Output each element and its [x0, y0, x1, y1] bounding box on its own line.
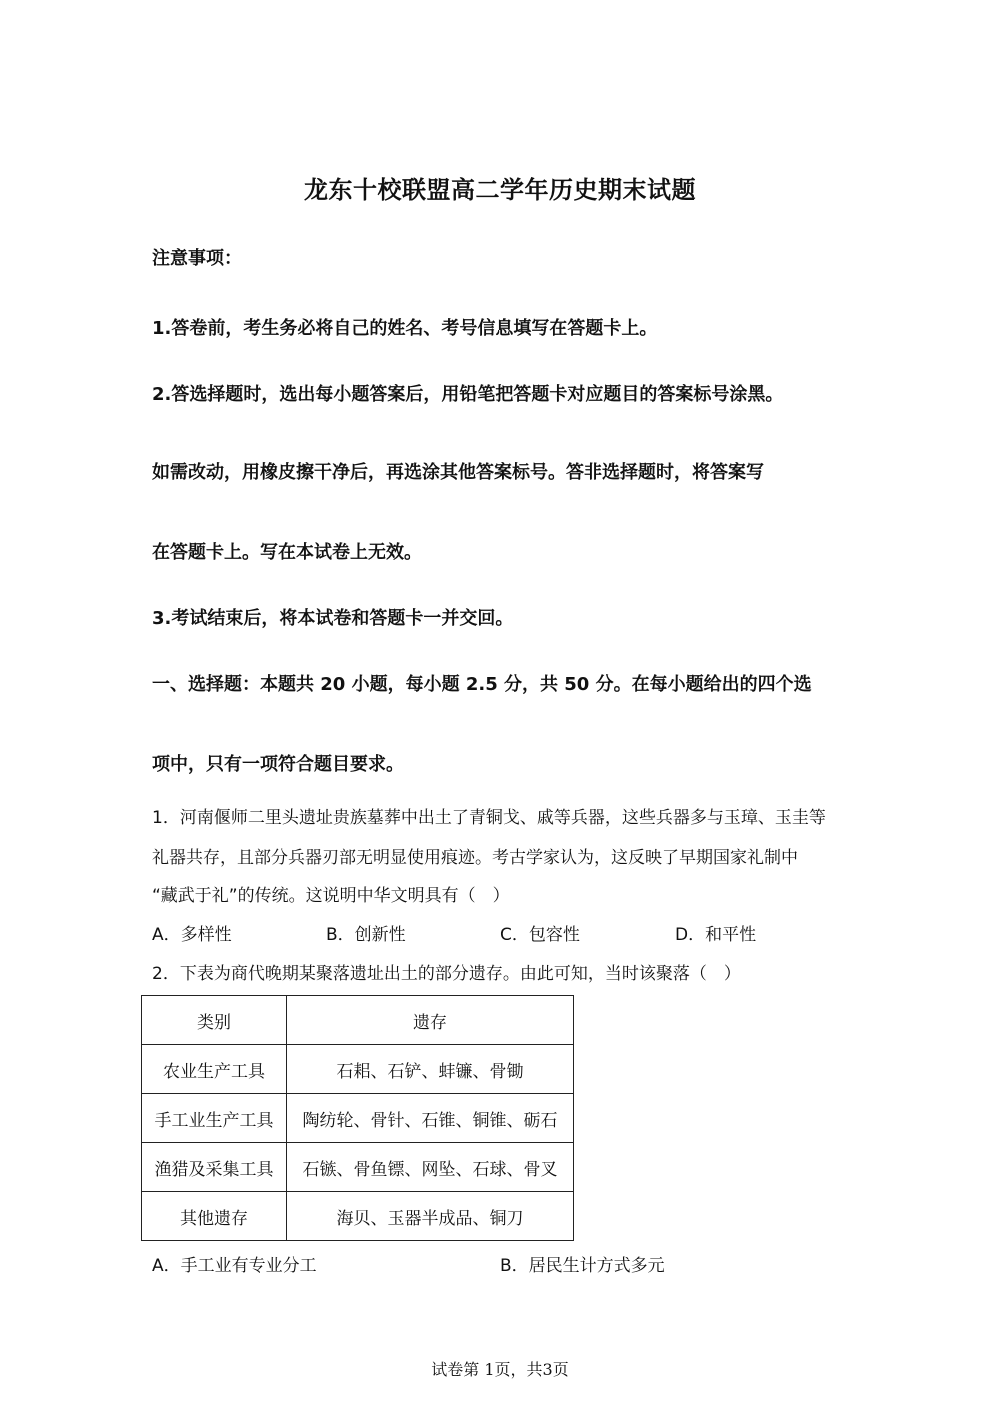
table-header-row [142, 996, 574, 1045]
notice-line-5: 3.考试结束后，将本试卷和答题卡一并交回。 [152, 608, 514, 629]
notice-line-1: 1.答卷前，考生务必将自己的姓名、考号信息填写在答题卡上。 [152, 318, 658, 339]
table-cell-category: 渔猎及采集工具 [142, 1143, 287, 1192]
question-1-option-b: B．创新性 [326, 925, 406, 945]
question-1-line-1: 1．河南偃师二里头遗址贵族墓葬中出土了青铜戈、戚等兵器，这些兵器多与玉璋、玉圭等 [152, 808, 826, 828]
question-2-stem: 2．下表为商代晚期某聚落遗址出土的部分遗存。由此可知，当时该聚落（ ） [152, 964, 741, 984]
exam-title: 龙东十校联盟高二学年历史期末试题 [304, 176, 696, 204]
section-heading-line-2: 项中，只有一项符合题目要求。 [152, 754, 404, 775]
notice-line-3: 如需改动，用橡皮擦干净后，再选涂其他答案标号。答非选择题时，将答案写 [152, 462, 764, 483]
notice-heading: 注意事项： [152, 248, 242, 269]
question-2-option-a: A．手工业有专业分工 [152, 1256, 317, 1276]
question-1-line-2: 礼器共存，且部分兵器刃部无明显使用痕迹。考古学家认为，这反映了早期国家礼制中 [152, 848, 798, 868]
section-heading-line-1: 一、选择题：本题共 20 小题，每小题 2.5 分，共 50 分。在每小题给出的四个选 [152, 674, 812, 695]
table-row [142, 1045, 574, 1094]
table-row [142, 1094, 574, 1143]
table-row [142, 1143, 574, 1192]
question-1-option-a: A．多样性 [152, 925, 232, 945]
table-cell-relics: 石耜、石铲、蚌镰、骨锄 [287, 1045, 574, 1094]
relics-table [141, 995, 574, 1241]
table-header-category: 类别 [142, 996, 287, 1045]
question-2-option-b: B．居民生计方式多元 [500, 1256, 665, 1276]
table-row [142, 1192, 574, 1241]
question-1-option-d: D．和平性 [675, 925, 757, 945]
notice-line-4: 在答题卡上。写在本试卷上无效。 [152, 542, 422, 563]
question-1-option-c: C．包容性 [500, 925, 580, 945]
table-header-relics: 遗存 [287, 996, 574, 1045]
table-cell-relics: 陶纺轮、骨针、石锥、铜锥、砺石 [287, 1094, 574, 1143]
table-cell-category: 其他遗存 [142, 1192, 287, 1241]
table-cell-category: 农业生产工具 [142, 1045, 287, 1094]
table-cell-relics: 海贝、玉器半成品、铜刀 [287, 1192, 574, 1241]
page-footer: 试卷第 1页，共3页 [431, 1360, 569, 1379]
table-cell-category: 手工业生产工具 [142, 1094, 287, 1143]
question-1-line-3: “藏武于礼”的传统。这说明中华文明具有（ ） [152, 886, 510, 906]
notice-line-2: 2.答选择题时，选出每小题答案后，用铅笔把答题卡对应题目的答案标号涂黑。 [152, 384, 784, 405]
table-cell-relics: 石镞、骨鱼镖、网坠、石球、骨叉 [287, 1143, 574, 1192]
